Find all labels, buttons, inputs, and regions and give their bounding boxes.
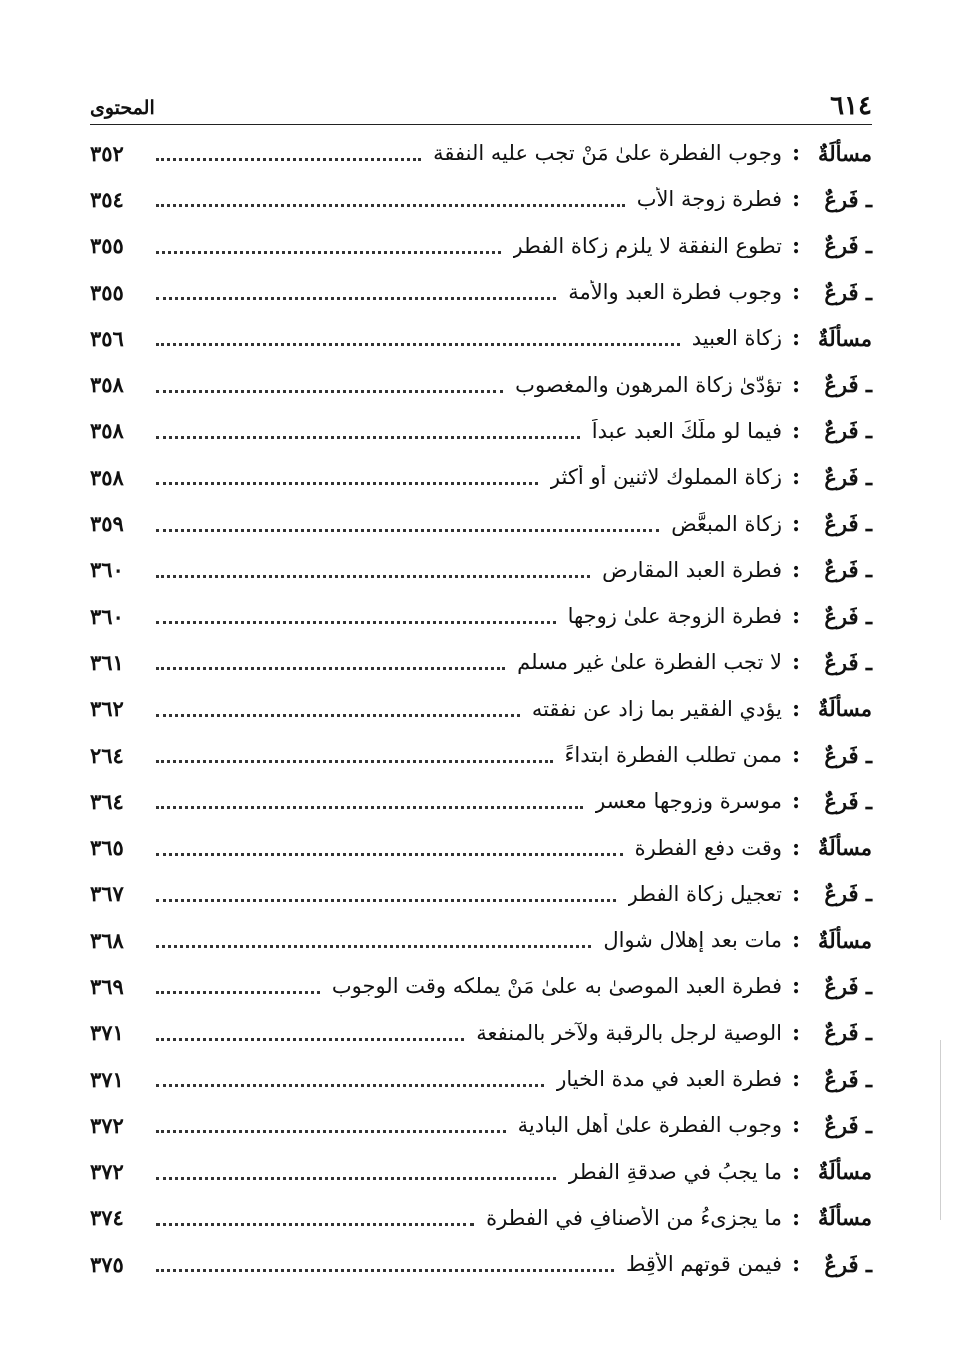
entry-marker: مسألَةٌ <box>817 140 872 166</box>
entry-separator: : <box>791 1158 801 1185</box>
entry-separator: : <box>791 1251 801 1278</box>
toc-entry <box>90 547 872 593</box>
entry-marker: ـ فَرعٌ <box>824 881 872 907</box>
toc-entry <box>90 361 872 407</box>
entry-marker: ـ فَرعٌ <box>824 1066 872 1092</box>
entry-title: وجوب الفطرة علىٰ أهل البادية <box>517 1113 782 1138</box>
entry-marker: مسألَةٌ <box>817 927 872 953</box>
toc-entry <box>90 686 872 732</box>
entry-page-number: ٣٥٥ <box>90 233 124 259</box>
entry-separator: : <box>791 695 801 722</box>
entry-marker: ـ فَرعٌ <box>824 418 872 444</box>
page-number: ٦١٤ <box>830 91 872 121</box>
entry-title: تؤدّىٰ زكاة المرهون والمغصوب <box>515 372 782 397</box>
entry-page-number: ٣٥٩ <box>90 511 124 537</box>
toc-entry <box>90 593 872 639</box>
toc-entry <box>90 269 872 315</box>
entry-separator: : <box>791 788 801 815</box>
page-header <box>90 82 872 122</box>
toc-entry <box>90 315 872 361</box>
entry-title: زكاة المبعَّض <box>671 511 782 536</box>
entry-separator: : <box>791 232 801 259</box>
entry-marker: ـ فَرعٌ <box>824 649 872 675</box>
dot-leader <box>156 250 501 254</box>
entry-separator: : <box>791 973 801 1000</box>
toc-entry <box>90 963 872 1009</box>
entry-separator: : <box>791 464 801 491</box>
entry-title: زكاة العبيد <box>691 326 782 351</box>
entry-separator: : <box>791 1019 801 1046</box>
dot-leader <box>156 435 580 439</box>
entry-separator: : <box>791 371 801 398</box>
header-rule <box>90 124 872 125</box>
dot-leader <box>156 528 659 532</box>
dot-leader <box>156 203 625 207</box>
entry-separator: : <box>791 325 801 352</box>
entry-page-number: ٣٧٥ <box>90 1251 124 1277</box>
entry-page-number: ٣٦٢ <box>90 696 124 722</box>
toc-entry <box>90 1241 872 1287</box>
dot-leader <box>156 620 556 624</box>
dot-leader <box>156 1083 544 1087</box>
entry-marker: ـ فَرعٌ <box>824 279 872 305</box>
dot-leader <box>156 1222 474 1226</box>
entry-separator: : <box>791 417 801 444</box>
toc-entry <box>90 408 872 454</box>
toc-entry <box>90 639 872 685</box>
entry-page-number: ٣٥٦ <box>90 325 124 351</box>
entry-page-number: ٣٦٨ <box>90 927 124 953</box>
entry-separator: : <box>791 1112 801 1139</box>
dot-leader <box>156 342 680 346</box>
entry-marker: ـ فَرعٌ <box>824 186 872 212</box>
dot-leader <box>156 666 505 670</box>
dot-leader <box>156 1268 614 1272</box>
entry-title: موسرة وزوجها معسر <box>595 789 782 814</box>
entry-title: مات بعد إهلال شوال <box>603 928 782 953</box>
entry-separator: : <box>791 186 801 213</box>
entry-page-number: ٣٦٧ <box>90 881 124 907</box>
toc-entry <box>90 824 872 870</box>
entry-separator: : <box>791 556 801 583</box>
entry-page-number: ٣٦٠ <box>90 603 124 629</box>
toc-entry <box>90 223 872 269</box>
entry-title: فطرة زوجة الأب <box>636 187 782 212</box>
entry-title: زكاة المملوك لاثنين أو أكثر <box>549 465 782 490</box>
dot-leader <box>156 852 623 856</box>
entry-page-number: ٣٥٨ <box>90 464 124 490</box>
entry-separator: : <box>791 510 801 537</box>
entry-marker: مسألَةٌ <box>817 325 872 351</box>
entry-page-number: ٣٧٤ <box>90 1205 124 1231</box>
toc-entry <box>90 917 872 963</box>
entry-title: فطرة الزوجة علىٰ زوجها <box>567 604 782 629</box>
entry-page-number: ٣٦٠ <box>90 557 124 583</box>
entry-separator: : <box>791 834 801 861</box>
entry-separator: : <box>791 1066 801 1093</box>
dot-leader <box>156 898 616 902</box>
entry-title: وقت دفع الفطرة <box>634 835 782 860</box>
entry-page-number: ٣٥٥ <box>90 279 124 305</box>
dot-leader <box>156 759 553 763</box>
entry-title: ممن تطلب الفطرة ابتداءً <box>564 743 782 767</box>
toc-entry <box>90 454 872 500</box>
entry-separator: : <box>791 649 801 676</box>
entry-page-number: ٣٧١ <box>90 1020 124 1046</box>
entry-separator: : <box>791 1204 801 1231</box>
entry-page-number: ٣٥٢ <box>90 140 124 166</box>
entry-title: فيما لو ملّكَ العبد عبداً <box>591 418 782 443</box>
entry-marker: ـ فَرعٌ <box>824 557 872 583</box>
toc-entry <box>90 1149 872 1195</box>
toc-entry <box>90 1056 872 1102</box>
entry-page-number: ٣٧٢ <box>90 1159 124 1185</box>
toc-entry <box>90 130 872 176</box>
entry-separator: : <box>791 603 801 630</box>
entry-title: تعجيل زكاة الفطر <box>627 881 782 906</box>
running-title: المحتوى <box>90 97 155 119</box>
entry-separator: : <box>791 140 801 167</box>
toc-entry <box>90 176 872 222</box>
entry-separator: : <box>791 880 801 907</box>
entry-separator: : <box>791 927 801 954</box>
toc-entry <box>90 778 872 824</box>
dot-leader <box>156 805 583 809</box>
entry-page-number: ٣٧١ <box>90 1066 124 1092</box>
entry-page-number: ٢٦٤ <box>90 742 124 768</box>
entry-title: فيمن قوتهم الأَقِط <box>625 1252 782 1277</box>
entry-title: وجوب فطرة العبد والأمة <box>568 280 782 305</box>
entry-title: يؤدي الفقير بما زاد عن نفقته <box>531 696 782 721</box>
entry-page-number: ٣٦٤ <box>90 788 124 814</box>
dot-leader <box>156 944 591 948</box>
toc-entry <box>90 871 872 917</box>
entry-title: فطرة العبد الموصىٰ به علىٰ مَنْ يملكه وقت الوجوب <box>331 974 782 999</box>
scan-margin-line <box>940 1040 941 1220</box>
entry-marker: ـ فَرعٌ <box>824 511 872 537</box>
entry-title: ما يجبُ في صدقةِ الفطرِ <box>568 1159 782 1184</box>
entry-marker: مسألَةٌ <box>817 835 872 861</box>
entry-title: فطرة العبد في مدة الخيار <box>556 1067 782 1092</box>
entry-title: تطوع النفقة لا يلزم زكاة الفطر <box>512 233 782 258</box>
dot-leader <box>156 713 520 717</box>
entry-page-number: ٣٥٨ <box>90 372 124 398</box>
entry-title: فطرة العبد المقارض <box>602 557 782 582</box>
dot-leader <box>156 574 590 578</box>
dot-leader <box>156 1176 556 1180</box>
toc-entry <box>90 500 872 546</box>
toc-entry <box>90 1102 872 1148</box>
entry-title: وجوب الفطرة علىٰ مَنْ تجب عليه النفقة <box>433 141 782 166</box>
entry-marker: ـ فَرعٌ <box>824 1112 872 1138</box>
dot-leader <box>156 296 556 300</box>
entry-marker: ـ فَرعٌ <box>824 464 872 490</box>
entry-page-number: ٣٦١ <box>90 649 124 675</box>
dot-leader <box>156 389 503 393</box>
entry-marker: ـ فَرعٌ <box>824 372 872 398</box>
entry-page-number: ٣٥٤ <box>90 186 124 212</box>
dot-leader <box>156 1129 506 1133</box>
dot-leader <box>156 481 538 485</box>
dot-leader <box>156 1037 464 1041</box>
entry-separator: : <box>791 742 801 768</box>
entry-marker: ـ فَرعٌ <box>824 1020 872 1046</box>
toc-entry <box>90 1010 872 1056</box>
entry-title: لا تجب الفطرة علىٰ غير مسلم <box>517 650 782 675</box>
entry-marker: ـ فَرعٌ <box>824 233 872 259</box>
entry-page-number: ٣٦٩ <box>90 973 124 999</box>
entry-marker: ـ فَرعٌ <box>824 742 872 768</box>
entry-page-number: ٣٦٥ <box>90 835 124 861</box>
toc-entry <box>90 1195 872 1241</box>
entry-page-number: ٣٧٢ <box>90 1112 124 1138</box>
entry-marker: مسألَةٌ <box>817 696 872 722</box>
entry-separator: : <box>791 279 801 306</box>
entry-marker: ـ فَرعٌ <box>824 1251 872 1277</box>
entry-page-number: ٣٥٨ <box>90 418 124 444</box>
table-of-contents <box>90 130 872 1287</box>
toc-entry <box>90 732 872 778</box>
entry-marker: مسألَةٌ <box>817 1205 872 1231</box>
dot-leader <box>156 157 421 161</box>
entry-title: الوصية لرجل بالرقبة ولآخر بالمنفعة <box>476 1020 782 1045</box>
entry-marker: مسألَةٌ <box>817 1159 872 1185</box>
entry-marker: ـ فَرعٌ <box>824 973 872 999</box>
entry-marker: ـ فَرعٌ <box>824 603 872 629</box>
entry-marker: ـ فَرعٌ <box>824 788 872 814</box>
dot-leader <box>156 990 320 994</box>
entry-title: ما يجزىءُ من الأصنافِ في الفطرة <box>486 1205 782 1230</box>
